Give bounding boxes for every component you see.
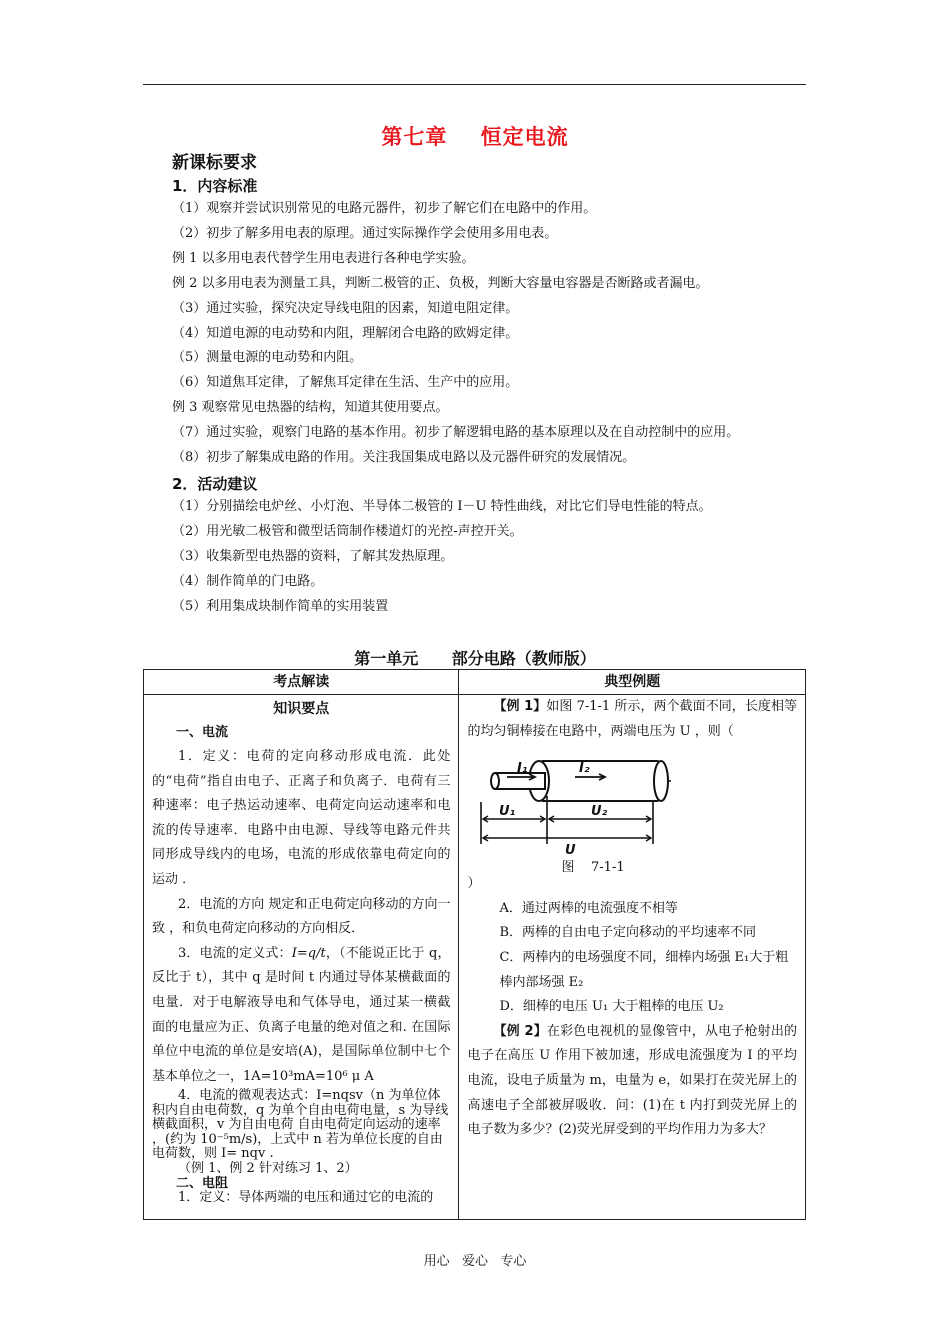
label-u2: U₂	[591, 804, 608, 820]
label-u1: U₁	[499, 804, 516, 820]
chapter-title: 第七章 恒定电流	[381, 125, 569, 149]
standard-line: 例 2 以多用电表为测量工具，判断二极管的正、负极，判断大容量电容器是否断路或者漏电。	[172, 276, 709, 291]
label-i2: I₂	[579, 761, 590, 777]
content-standard-heading: 1．内容标准	[172, 177, 258, 195]
example-2-text	[459, 1020, 805, 1143]
section-current: 一、电流	[176, 725, 229, 740]
page-footer: 用心 爱心 专心	[423, 1254, 527, 1269]
formula: I=q/t	[291, 945, 326, 961]
label-i1: I₁	[517, 761, 528, 777]
unit-title: 第一单元 部分电路（教师版）	[354, 649, 596, 668]
activity-line: （1）分别描绘电炉丝、小灯泡、半导体二极管的 I－U 特性曲线，对比它们导电性能的特点。	[172, 499, 712, 514]
standard-line: 例 1 以多用电表代替学生用电表进行各种电学实验。	[172, 251, 475, 266]
standard-line: （6）知道焦耳定律，了解焦耳定律在生活、生产中的应用。	[172, 375, 519, 390]
figure-7-1-1	[459, 744, 805, 876]
formula-prefix: 3．电流的定义式：	[178, 945, 292, 961]
standard-line: 例 3 观察常见电热器的结构，知道其使用要点。	[172, 400, 449, 415]
standard-line: （5）测量电源的电动势和内阻。	[172, 350, 363, 365]
activity-heading: 2．活动建议	[172, 475, 258, 493]
figure-caption: 图 7-1-1	[561, 860, 625, 876]
practice-reference: （例 1、例 2 针对练习 1、2）	[178, 1160, 358, 1176]
knowledge-cell	[144, 695, 458, 1219]
standard-line: （8）初步了解集成电路的作用。关注我国集成电路以及元器件研究的发展情况。	[172, 450, 636, 465]
standard-line: （7）通过实验，观察门电路的基本作用。初步了解逻辑电路的基本原理以及在自动控制中的应用。	[172, 425, 740, 440]
option-a: A．通过两棒的电流强度不相等	[499, 900, 678, 916]
direction-paragraph: 2．电流的方向 规定和正电荷定向移动的方向一致 ，和负电荷定向移动的方向相反．	[152, 896, 451, 937]
option-d: D．细棒的电压 U₁ 大于粗棒的电压 U₂	[499, 999, 724, 1015]
knowledge-title: 知识要点	[273, 701, 330, 717]
section-heading: 新课标要求	[172, 153, 257, 173]
option-c: C．两棒内的电场强度不同，细棒内场强 E₁大于粗棒内部场强 E₂	[499, 949, 789, 990]
formula-text: ，（不能说正比于 q，反比于 t），其中 q 是时间 t 内通过导体某横截面的电量．对于电解液导电和气体导电，通过某一横截面的电量应为正、负离子电量的绝对值之和. 在国际单位中电流的单位是安培(A)，是国际单位制中七个基本单位之一，1A=10³mA=10⁶ μ A	[152, 945, 451, 1084]
example-1-paren: ）	[467, 876, 481, 892]
standard-line: （3）通过实验，探究决定导线电阻的因素，知道电阻定律。	[172, 301, 519, 316]
activity-line: （5）利用集成块制作简单的实用装置	[172, 599, 389, 614]
table-header-right: 典型例题	[459, 670, 806, 695]
example-1-tag: 【例 1】	[493, 699, 547, 714]
definition-paragraph: 1．定义：电荷的定向移动形成电流．此处的“电荷”指自由电子、正离子和负离子．电荷有三种速率：电子热运动速率、电荷定向运动速率和电流的传导速率．电路中由电源、导线等电路元件共同形成导线内的电场，电流的形成依靠电荷定向的运动 ．	[152, 749, 451, 887]
activity-line: （4）制作简单的门电路。	[172, 574, 324, 589]
copper-rods-diagram	[459, 744, 805, 872]
label-u: U	[565, 843, 577, 859]
table-header-left: 考点解读	[144, 670, 459, 695]
resistance-definition: 1．定义：导体两端的电压和通过它的电流的	[178, 1190, 434, 1206]
standard-line: （4）知道电源的电动势和内阻，理解闭合电路的欧姆定律。	[172, 326, 519, 341]
micro-expression-paragraph: 4．电流的微观表达式：I=nqsv（n 为单位体积内自由电荷数，q 为单个自由电荷电量，s 为导线横截面积，v 为自由电荷 自由电荷定向运动的速率 ，(约为 10⁻⁵m/s)，上式中 n 若为单位长度的自由电荷数，则 I= nqv .	[152, 1088, 449, 1162]
standard-line: （1）观察并尝试识别常见的电路元器件，初步了解它们在电路中的作用。	[172, 201, 597, 216]
example-1-text	[459, 695, 805, 744]
example-2-tag: 【例 2】	[493, 1023, 547, 1039]
examples-cell	[459, 695, 805, 1219]
activity-line: （2）用光敏二极管和微型话筒制作楼道灯的光控-声控开关。	[172, 524, 523, 539]
formula-paragraph	[144, 942, 458, 1090]
example-1-body: 如图 7-1-1 所示，两个截面不同，长度相等的均匀铜棒接在电路中，两端电压为 U ，则（	[467, 699, 797, 739]
header-rule	[143, 84, 806, 85]
option-b: B．两棒的自由电子定向移动的平均速率不同	[499, 925, 757, 941]
lesson-table	[143, 669, 806, 1220]
section-resistance: 二、电阻	[176, 1176, 229, 1192]
activity-line: （3）收集新型电热器的资料，了解其发热原理。	[172, 549, 454, 564]
example-2-body: 在彩色电视机的显像管中，从电子枪射出的电子在高压 U 作用下被加速，形成电流强度为 I 的平均电流，设电子质量为 m，电量为 e，如果打在荧光屏上的高速电子全部被屏吸收．问：(1)在 t 内打到荧光屏上的电子数为多少？(2)荧光屏受到的平均作用力为多大？	[467, 1023, 797, 1138]
standard-line: （2）初步了解多用电表的原理。通过实际操作学会使用多用电表。	[172, 226, 558, 241]
